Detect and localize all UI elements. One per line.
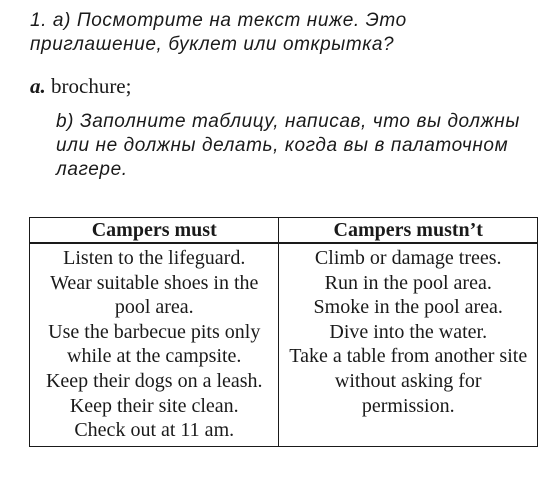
must-item: Keep their dogs on a leash. [45, 369, 263, 392]
mustnt-item: Take a table from another site without asking for permission. [289, 345, 528, 417]
must-cell [30, 243, 279, 446]
must-item: Wear suitable shoes in the pool area. [50, 271, 259, 319]
must-item: Check out at 11 am. [74, 419, 235, 442]
answer-a-text: brochure; [51, 74, 132, 98]
mustnt-cell [279, 243, 538, 446]
header-campers-must: Campers must [30, 218, 279, 244]
task-b-instruction: b) Заполните таблицу, написав, что вы должны или не должны делать, когда вы в палаточном лагере. [56, 111, 520, 180]
must-item: Keep their site clean. [69, 394, 239, 417]
mustnt-item: Dive into the water. [329, 320, 488, 343]
table-header-row [30, 218, 538, 244]
header-campers-mustnt: Campers mustn’t [279, 218, 538, 244]
mustnt-item: Climb or damage trees. [314, 247, 502, 269]
task-a-instruction: 1. a) Посмотрите на текст ниже. Это приглашение, буклет или открытка? [30, 10, 407, 55]
mustnt-item: Smoke in the pool area. [313, 296, 503, 319]
table-row [30, 243, 538, 446]
answer-a [30, 74, 131, 98]
must-item: Listen to the lifeguard. [63, 247, 246, 269]
rules-table [29, 217, 538, 447]
must-item: Use the barbecue pits only while at the campsite. [48, 320, 261, 368]
answer-a-letter: a. [30, 74, 46, 98]
mustnt-item: Run in the pool area. [324, 271, 492, 294]
